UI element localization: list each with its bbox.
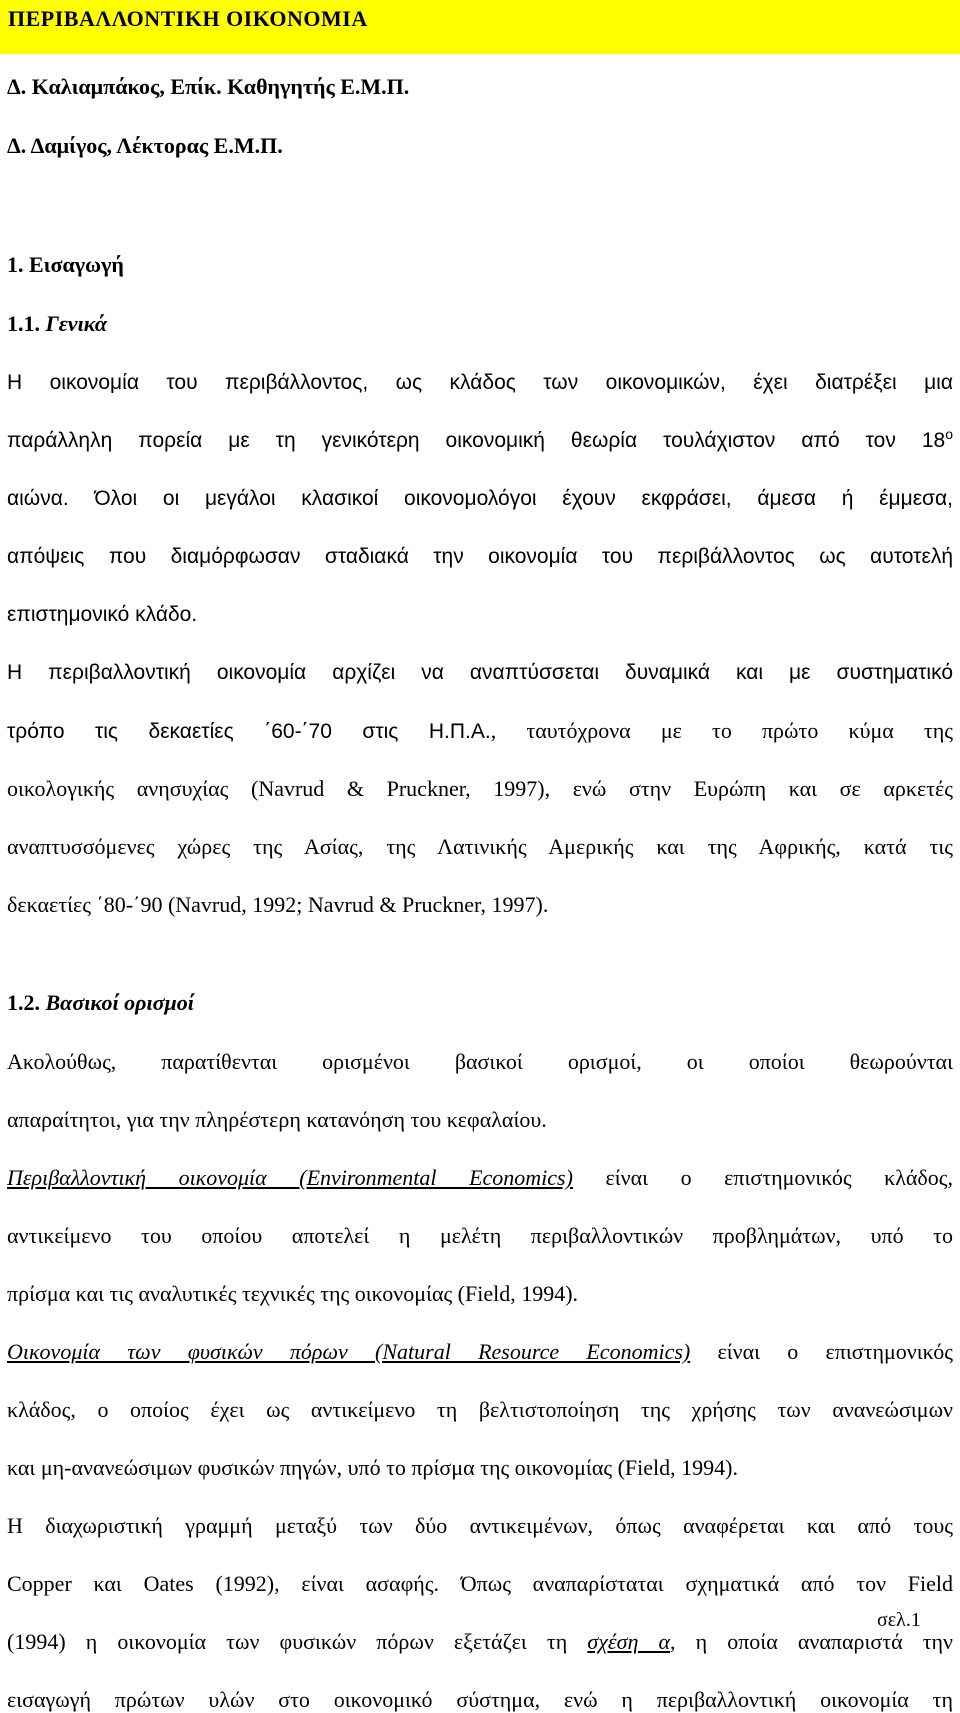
paragraph-line: Η περιβαλλοντική οικονομία αρχίζει να αναπτύσσεται δυναμικά και με συστηματικό xyxy=(7,661,953,684)
paragraph-line xyxy=(7,1165,953,1191)
superscript: ο xyxy=(945,426,953,442)
paragraph-line: εισαγωγή πρώτων υλών στο οικονομικό σύστημα, ενώ η περιβαλλοντική οικονομία τη xyxy=(7,1687,953,1712)
section-heading-1-2 xyxy=(7,990,194,1016)
paragraph-line xyxy=(7,1629,953,1655)
text-span: , ταυτόχρονα με το πρώτο κύμα της xyxy=(490,718,953,743)
paragraph-line: επιστημονικό κλάδο. xyxy=(7,603,198,626)
section-number: 1.1. xyxy=(7,311,40,336)
text-span: είναι ο επιστημονικός κλάδος, xyxy=(572,1165,953,1190)
paragraph-line: αιώνα. Όλοι οι μεγάλοι κλασικοί οικονομολόγοι έχουν εκφράσει, άμεσα ή έμμεσα, xyxy=(7,487,953,510)
defined-term: Περιβαλλοντική οικονομία (Environmental Economics) xyxy=(7,1165,573,1190)
page-number: σελ.1 xyxy=(877,1609,921,1631)
section-heading-1-1 xyxy=(7,311,107,337)
paragraph-line xyxy=(7,1339,953,1365)
paragraph-line: αντικείμενο του οποίου αποτελεί η μελέτη περιβαλλοντικών προβλημάτων, υπό το xyxy=(7,1223,953,1248)
paragraph-line: Η οικονομία του περιβάλλοντος, ως κλάδος των οικονομικών, έχει διατρέξει μια xyxy=(7,371,953,394)
text-span: είναι ο επιστημονικός xyxy=(690,1339,953,1364)
paragraph-line: απαραίτητοι, για την πληρέστερη κατανόηση του κεφαλαίου. xyxy=(7,1107,547,1132)
document-title: ΠΕΡΙΒΑΛΛΟΝΤΙΚΗ ΟΙΚΟΝΟΜΙΑ xyxy=(8,6,368,31)
paragraph-line: οικολογικής ανησυχίας (Navrud & Pruckner, 1997), ενώ στην Ευρώπη και σε αρκετές xyxy=(7,776,953,801)
paragraph-line xyxy=(7,718,953,745)
section-title: Γενικά xyxy=(45,311,108,336)
paragraph-line: Copper και Oates (1992), είναι ασαφής. Όπως αναπαρίσταται σχηματικά από τον Field xyxy=(7,1571,953,1596)
text-span: , η οποία αναπαριστά την xyxy=(670,1629,953,1654)
section-heading-1: 1. Εισαγωγή xyxy=(7,252,124,277)
paragraph-line: πρίσμα και τις αναλυτικές τεχνικές της οικονομίας (Field, 1994). xyxy=(7,1281,579,1306)
defined-term: σχέση α xyxy=(587,1629,670,1654)
paragraph-line: και μη-ανανεώσιμων φυσικών πηγών, υπό το πρίσμα της οικονομίας (Field, 1994). xyxy=(7,1455,738,1480)
paragraph-line: κλάδος, ο οποίος έχει ως αντικείμενο τη βελτιστοποίηση της χρήσης των ανανεώσιμων xyxy=(7,1397,953,1422)
paragraph-line: Η διαχωριστική γραμμή μεταξύ των δύο αντικειμένων, όπως αναφέρεται και από τους xyxy=(7,1513,953,1538)
paragraph-line: Ακολούθως, παρατίθενται ορισμένοι βασικοί ορισμοί, οι οποίοι θεωρούνται xyxy=(7,1049,953,1074)
text-span: (1994) η οικονομία των φυσικών πόρων εξετάζει τη xyxy=(7,1629,588,1654)
paragraph-line: δεκαετίες ΄80-΄90 (Navrud, 1992; Navrud & Pruckner, 1997). xyxy=(7,892,549,917)
paragraph-line xyxy=(7,428,953,454)
author-line-2: Δ. Δαμίγος, Λέκτορας Ε.Μ.Π. xyxy=(7,133,283,158)
paragraph-line: αναπτυσσόμενες χώρες της Ασίας, της Λατινικής Αμερικής και της Αφρικής, κατά τις xyxy=(7,834,953,859)
text-span: παράλληλη πορεία με τη γενικότερη οικονομική θεωρία τουλάχιστον από τον 18 xyxy=(7,429,946,452)
defined-term: Οικονομία των φυσικών πόρων (Natural Resource Economics) xyxy=(7,1339,691,1364)
author-line-1: Δ. Καλιαμπάκος, Επίκ. Καθηγητής Ε.Μ.Π. xyxy=(7,74,410,99)
section-title: Βασικοί ορισμοί xyxy=(45,990,194,1015)
paragraph-line: απόψεις που διαμόρφωσαν σταδιακά την οικονομία του περιβάλλοντος ως αυτοτελή xyxy=(7,545,953,568)
text-span: τρόπο τις δεκαετίες ΄60-΄70 στις Η.Π.Α. xyxy=(7,720,491,743)
section-number: 1.2. xyxy=(7,990,40,1015)
